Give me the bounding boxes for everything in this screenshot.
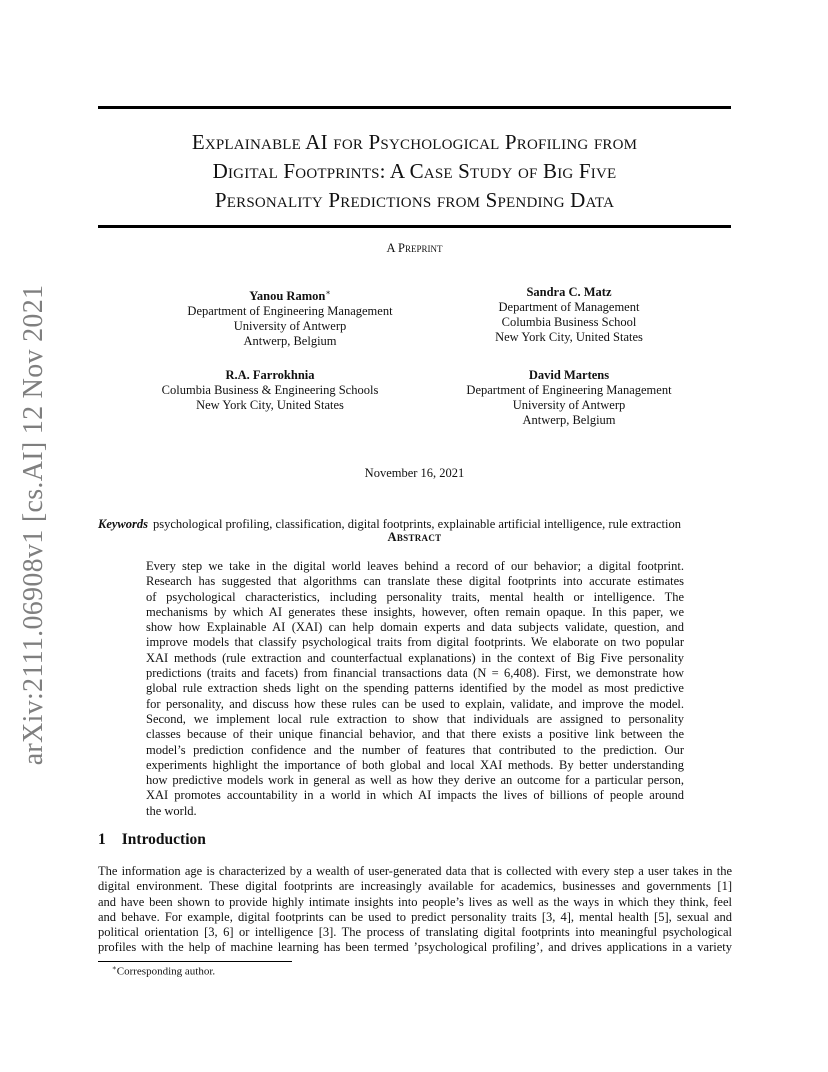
body-line: profiles with the help of machine learning has been termed ’psychological profiling’, and drives applications in a variety (98, 940, 732, 955)
preprint-label: A Preprint (386, 241, 443, 255)
abstract-line: experiments highlight the importance of both global and local XAI methods. By better understanding (146, 757, 684, 772)
title-top-rule (98, 106, 731, 109)
footnote-rule (98, 961, 292, 962)
arxiv-identifier-text: arXiv:2111.06908v1 [cs.AI] 12 Nov 2021 (18, 284, 49, 766)
author-affiliation: Antwerp, Belgium (243, 334, 337, 349)
abstract-line: of psychological characteristics, including personality traits, mental health or intelligence. The (146, 589, 684, 604)
author-affiliation: Columbia Business School (501, 315, 637, 329)
abstract-line: for personality, and discuss how these rules can be used to explain, validate, and improve the model. (146, 696, 684, 711)
author-affiliation: New York City, United States (196, 398, 344, 412)
section-title: Introduction (121, 831, 206, 848)
body-line: political orientation [3, 6] or intelligence [3]. The process of translating digital footprints into meaningful psychological (98, 925, 732, 940)
abstract-body (146, 559, 684, 819)
keywords-text: psychological profiling, classification, digital footprints, explainable artificial intelligence, rule extraction (153, 517, 681, 531)
author-name: David Martens (528, 368, 610, 382)
author-affiliation: Department of Engineering Management (466, 383, 672, 397)
author-affiliation: University of Antwerp (512, 398, 626, 412)
body-line: The information age is characterized by a wealth of user-generated data that is collected with every step a user takes in the (98, 864, 732, 878)
footnote-mark: ∗ (112, 964, 117, 972)
abstract-line: classes because of their unique financial behavior, and that there exists a positive link between the (146, 727, 684, 742)
abstract-line: improve models that classify psychological traits from digital footprints. We elaborate on two popular (146, 635, 684, 650)
abstract-line: the world. (146, 803, 197, 818)
abstract-heading: Abstract (387, 530, 442, 544)
abstract-line: XAI methods (rule extraction and counterfactual explanations) in the context of Big Five personality (146, 650, 684, 665)
author-name: Sandra C. Matz (526, 285, 612, 299)
author-name: R.A. Farrokhnia (225, 368, 315, 382)
abstract-line: predictions (traits and facets) from financial transactions data (N = 6,408). First, we demonstrate how (146, 666, 684, 681)
abstract-line: XAI promotes accountability in a world in which AI impacts the lives of billions of people around (146, 788, 684, 803)
title-line: Digital Footprints: A Case Study of Big Five (212, 159, 617, 183)
body-line: and behave. For example, digital footprints can be used to predict personality traits [3, 4], mental health [5], sexual and (98, 909, 732, 924)
body-line: and have been shown to provide highly intimate insights into people’s lives as well as the ways in which they think, feel (98, 894, 732, 909)
footnote-text: Corresponding author. (116, 965, 216, 978)
author-block (440, 285, 698, 345)
introduction-body (98, 864, 732, 956)
author-block (148, 285, 432, 349)
author-affiliation: Columbia Business & Engineering Schools (161, 383, 379, 397)
paper-title (98, 128, 731, 215)
abstract-line: model’s prediction confidence and the number of features that contributed to the prediction. Our (146, 742, 684, 757)
abstract-line: Every step we take in the digital world leaves behind a record of our behavior; a digital footprint. (146, 559, 684, 573)
author-affiliation: Department of Engineering Management (187, 304, 393, 319)
arxiv-identifier (14, 285, 54, 765)
abstract-line: mechanisms by which AI generates these insights, however, often remain opaque. In this paper, we (146, 604, 684, 619)
section-number: 1 (98, 831, 106, 848)
abstract-line: how predictive models work in general as well as how they derive an outcome for a particular person, (146, 773, 684, 788)
body-line: digital environment. These digital footprints are increasingly available for academics, businesses and governments [1] (98, 879, 732, 894)
author-block (440, 368, 698, 428)
author-affiliation: New York City, United States (495, 330, 643, 344)
author-block (140, 368, 400, 413)
author-affiliation: Department of Management (498, 300, 640, 314)
title-line: Explainable AI for Psychological Profiling from (191, 130, 638, 154)
abstract-line: show how Explainable AI (XAI) can help domain experts and data subjects validate, question, and (146, 620, 684, 635)
footnote (112, 964, 215, 978)
paper-date: November 16, 2021 (364, 466, 465, 480)
author-name: Yanou Ramon∗ (249, 288, 331, 304)
abstract-line: Research has suggested that algorithms can translate these digital footprints into accurate estimates (146, 574, 684, 589)
section-heading-introduction (98, 831, 206, 849)
abstract-line: Second, we implement local rule extraction to show that individuals are assigned to personality (146, 711, 684, 726)
keywords-label: Keywords (98, 517, 148, 531)
author-affiliation: University of Antwerp (233, 319, 347, 334)
title-bottom-rule (98, 225, 731, 228)
author-affiliation: Antwerp, Belgium (522, 413, 616, 427)
title-line: Personality Predictions from Spending Data (214, 188, 615, 212)
abstract-line: global rule extraction sheds light on the spending patterns identified by the model as most predictive (146, 681, 684, 696)
author-footnote-mark: ∗ (325, 288, 331, 297)
